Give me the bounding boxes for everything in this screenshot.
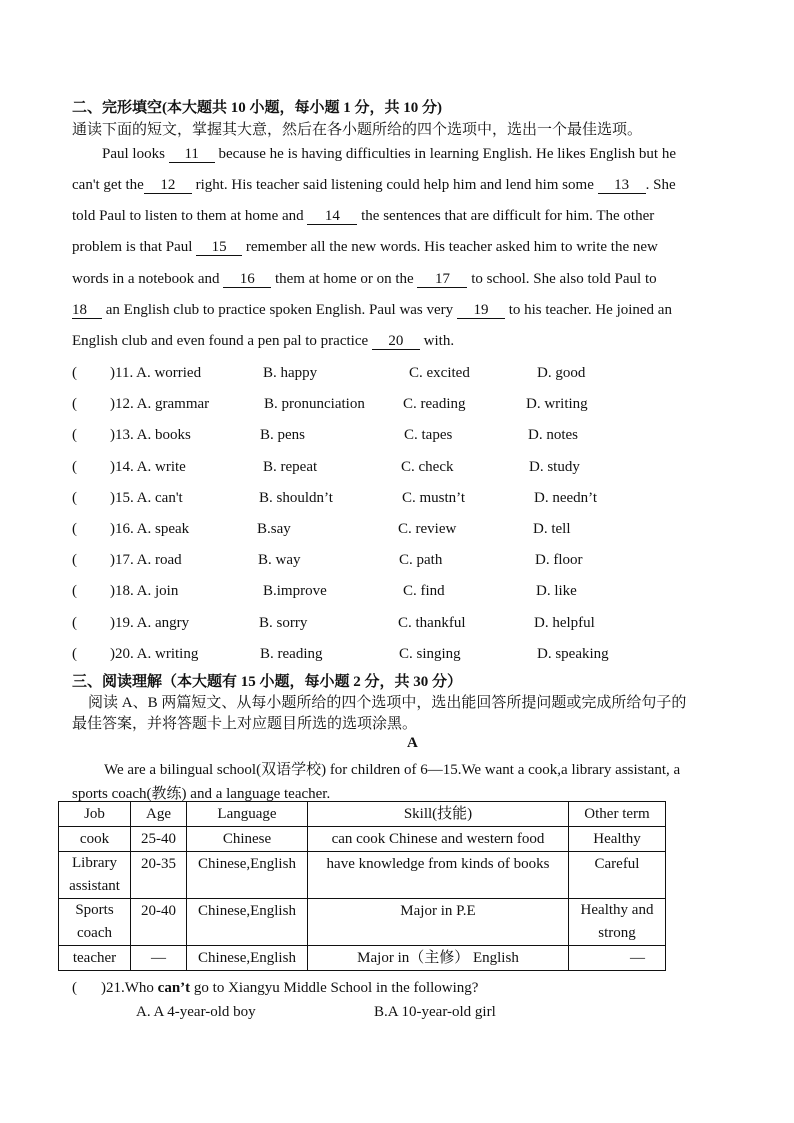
option-21-a: A. A 4-year-old boy bbox=[136, 1004, 256, 1020]
question-option-c: C. tapes bbox=[404, 427, 453, 444]
answer-paren: ( bbox=[72, 489, 77, 506]
passage-line-3: told Paul to listen to them at home and 14 the sentences that are difficult for him. The other bbox=[72, 208, 655, 224]
question-option-c: C. thankful bbox=[398, 614, 466, 631]
header-language: Language bbox=[187, 802, 308, 827]
section3-instruction-2: 最佳答案，并将答题卡上对应题目所选的选项涂黑。 bbox=[72, 716, 418, 732]
passage-a-intro-2: sports coach(教练) and a language teacher. bbox=[72, 786, 331, 802]
question-option-a: )18. A. join bbox=[110, 583, 179, 600]
blank-12: 12 bbox=[144, 177, 192, 194]
question-option-b: B. pens bbox=[260, 427, 305, 444]
cell-skill: have knowledge from kinds of books bbox=[308, 852, 569, 899]
cell-language: Chinese,English bbox=[187, 946, 308, 971]
answer-paren: ( bbox=[72, 396, 77, 413]
blank-18: 18 bbox=[72, 302, 102, 319]
header-skill: Skill(技能) bbox=[308, 802, 569, 827]
question-option-c: C. path bbox=[399, 552, 443, 569]
question-option-d: D. writing bbox=[526, 396, 588, 413]
passage-line-6: 18 an English club to practice spoken English. Paul was very 19 to his teacher. He joined an bbox=[72, 302, 672, 318]
cell-other: — bbox=[569, 946, 666, 971]
cell-job: Sports coach bbox=[59, 899, 131, 946]
option-21-b: B.A 10-year-old girl bbox=[374, 1004, 496, 1020]
cell-job: teacher bbox=[59, 946, 131, 971]
question-option-b: B. pronunciation bbox=[264, 396, 365, 413]
question-option-d: D. like bbox=[536, 583, 577, 600]
answer-paren: ( bbox=[72, 458, 77, 475]
section2-instruction: 通读下面的短文，掌握其大意，然后在各小题所给的四个选项中，选出一个最佳选项。 bbox=[72, 122, 643, 138]
table-row bbox=[59, 827, 666, 852]
question-option-d: D. study bbox=[529, 458, 580, 475]
answer-paren: ( bbox=[72, 521, 77, 537]
blank-14: 14 bbox=[307, 208, 357, 225]
blank-19: 19 bbox=[457, 302, 505, 319]
passage-line-7: English club and even found a pen pal to practice 20 with. bbox=[72, 333, 455, 349]
question-option-d: D. helpful bbox=[534, 614, 595, 631]
answer-paren: ( bbox=[72, 365, 77, 381]
passage-a-intro-1: We are a bilingual school(双语学校) for children of 6—15.We want a cook,a library assistant, a bbox=[104, 762, 681, 778]
cell-skill: can cook Chinese and western food bbox=[308, 827, 569, 852]
question-option-a: )19. A. angry bbox=[110, 614, 190, 631]
table-header-row bbox=[59, 802, 666, 827]
question-option-b: B.say bbox=[257, 521, 291, 537]
question-option-c: C. excited bbox=[409, 365, 470, 381]
question-option-b: B. sorry bbox=[259, 614, 308, 631]
question-option-b: B. reading bbox=[260, 645, 323, 662]
question-option-d: D. floor bbox=[535, 552, 583, 569]
blank-13: 13 bbox=[598, 177, 646, 194]
answer-paren: ( bbox=[72, 427, 77, 444]
cell-other: Healthy bbox=[569, 827, 666, 852]
passage-line-4: problem is that Paul 15 remember all the new words. His teacher asked him to write the new bbox=[72, 239, 658, 255]
table-row bbox=[59, 899, 666, 946]
question-option-b: B. repeat bbox=[263, 458, 318, 475]
section3-heading: 三、阅读理解（本大题有 15 小题，每小题 2 分，共 30 分） bbox=[72, 674, 463, 690]
question-option-a: )15. A. can't bbox=[110, 489, 183, 506]
passage-line-1: Paul looks 11 because he is having difficulties in learning English. He likes English but he bbox=[102, 146, 676, 162]
blank-16: 16 bbox=[223, 271, 271, 288]
question-option-a: )12. A. grammar bbox=[110, 396, 210, 413]
cell-other: Careful bbox=[569, 852, 666, 899]
question-option-c: C. reading bbox=[403, 396, 466, 413]
question-option-c: C. check bbox=[401, 458, 454, 475]
cell-job: Library assistant bbox=[59, 852, 131, 899]
question-option-a: )14. A. write bbox=[110, 458, 186, 475]
header-age: Age bbox=[131, 802, 187, 827]
cell-language: Chinese,English bbox=[187, 852, 308, 899]
question-option-a: )17. A. road bbox=[110, 552, 182, 569]
question-option-d: D. notes bbox=[528, 427, 578, 444]
passage-line-2: can't get the 12 right. His teacher said listening could help him and lend him some 13 . She bbox=[72, 177, 676, 193]
question-option-b: B.improve bbox=[263, 583, 327, 600]
question-option-b: B. happy bbox=[263, 365, 318, 381]
question-option-a: )13. A. books bbox=[110, 427, 191, 444]
blank-11: 11 bbox=[169, 146, 215, 163]
section3-instruction-1: 阅读 A、B 两篇短文、从每小题所给的四个选项中，选出能回答所提问题或完成所给句子的 bbox=[88, 695, 687, 711]
question-option-c: C. find bbox=[403, 583, 445, 600]
table-row bbox=[59, 946, 666, 971]
cell-age: — bbox=[131, 946, 187, 971]
question-option-d: D. speaking bbox=[537, 645, 609, 662]
jobs-table bbox=[58, 801, 666, 971]
question-option-a: )20. A. writing bbox=[110, 645, 199, 662]
header-other-term: Other term bbox=[569, 802, 666, 827]
answer-paren: ( bbox=[72, 980, 77, 996]
answer-paren: ( bbox=[72, 552, 77, 569]
question-21: ( )21.Who can’t go to Xiangyu Middle School in the following? bbox=[72, 980, 479, 996]
cell-job: cook bbox=[59, 827, 131, 852]
cell-skill: Major in（主修） English bbox=[308, 946, 569, 971]
passage-line-5: words in a notebook and 16 them at home or on the 17 to school. She also told Paul to bbox=[72, 271, 657, 287]
passage-a-title: A bbox=[407, 735, 418, 751]
blank-20: 20 bbox=[372, 333, 420, 350]
answer-paren: ( bbox=[72, 583, 77, 600]
cell-age: 20-35 bbox=[131, 852, 187, 899]
answer-paren: ( bbox=[72, 614, 77, 631]
cell-skill: Major in P.E bbox=[308, 899, 569, 946]
question-option-b: B. shouldn’t bbox=[259, 489, 333, 506]
cell-language: Chinese,English bbox=[187, 899, 308, 946]
question-option-a: )16. A. speak bbox=[110, 521, 190, 537]
section2-heading: 二、完形填空(本大题共 10 小题，每小题 1 分，共 10 分) bbox=[72, 100, 442, 116]
cell-other: Healthy and strong bbox=[569, 899, 666, 946]
table-row bbox=[59, 852, 666, 899]
question-option-d: D. tell bbox=[533, 521, 571, 537]
question-option-b: B. way bbox=[258, 552, 301, 569]
header-job: Job bbox=[59, 802, 131, 827]
answer-paren: ( bbox=[72, 645, 77, 662]
blank-17: 17 bbox=[417, 271, 467, 288]
cell-language: Chinese bbox=[187, 827, 308, 852]
question-option-a: )11. A. worried bbox=[110, 365, 202, 381]
question-option-d: D. needn’t bbox=[534, 489, 598, 506]
blank-15: 15 bbox=[196, 239, 242, 256]
cell-age: 25-40 bbox=[131, 827, 187, 852]
question-option-c: C. review bbox=[398, 521, 457, 537]
question-option-d: D. good bbox=[537, 365, 586, 381]
question-option-c: C. singing bbox=[399, 645, 461, 662]
cell-age: 20-40 bbox=[131, 899, 187, 946]
question-option-c: C. mustn’t bbox=[402, 489, 466, 506]
